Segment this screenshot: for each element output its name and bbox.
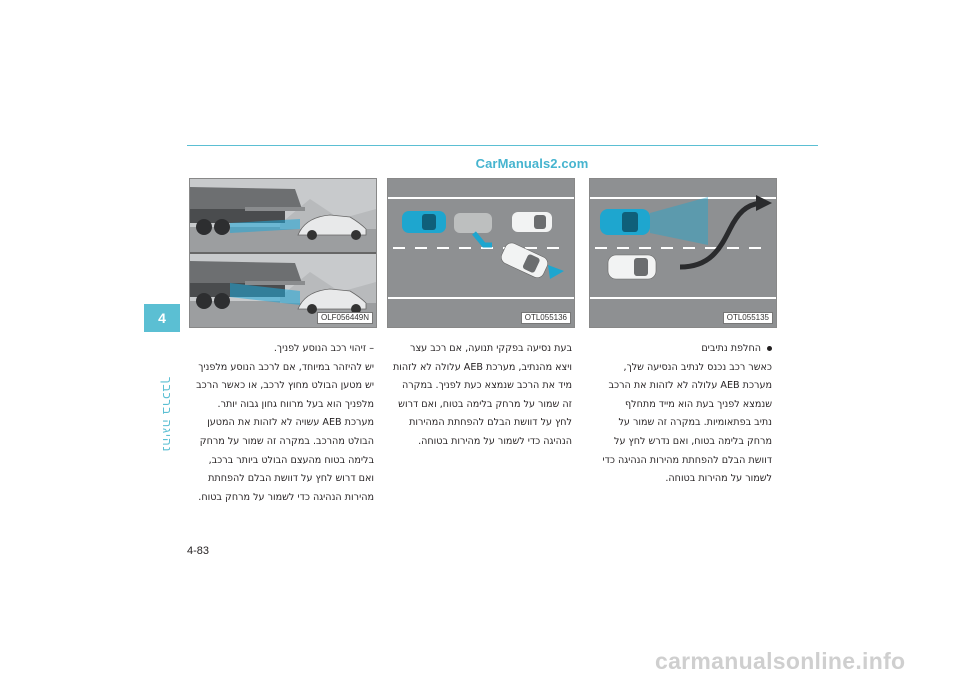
text-line: יש להיזהר במיוחד, אם לרכב הנוסע מלפניך [198, 361, 374, 373]
figure-code: OTL055136 [521, 312, 571, 324]
text-line: בלימה בטוח מהעצם הבולט ביותר ברכב, [208, 454, 374, 466]
figure-cut-in [589, 178, 777, 328]
watermark: CarManuals2.com [475, 156, 589, 171]
text-line: הבולט מהרכב. במקרה זה שמור על מרחק [199, 435, 374, 447]
text-line: ויצא מהנתיב, מערכת AEB עלולה לא לזהות [393, 361, 572, 373]
cut-out-illustration [388, 179, 574, 327]
text-line: ואם דרוש לחץ על דוושת הבלם להפחתת [208, 473, 374, 485]
right-column [592, 340, 772, 489]
text-line: מיד את הרכב שנמצא כעת לפניך. במקרה [401, 380, 572, 392]
bullet-icon [767, 346, 772, 351]
text-line: בעת נסיעה בפקקי תנועה, אם רכב עצר [410, 343, 572, 354]
text-line: כאשר רכב נכנס לנתיב הנסיעה שלך, [623, 361, 772, 373]
figure-code: OLF056449N [317, 312, 373, 324]
chapter-title: נהיגה ברכבך [160, 376, 174, 452]
text-line: מערכת AEB עשויה לא לזהות את המטען [207, 417, 374, 429]
text-line: לשמור על מהירות בטוחה. [665, 473, 772, 485]
text-line: הנהיגה כדי לשמור על מהירות בטוחה. [418, 435, 572, 447]
text-line: מערכת AEB עלולה לא לזהות את הרכב [608, 380, 772, 392]
truck-overhang-illustration [190, 179, 376, 327]
text-line: שנמצא לפניך בעת הוא מייד מתחלף [625, 398, 772, 410]
top-rule [187, 145, 818, 146]
left-column [194, 340, 374, 507]
footer-logo: carmanualsonline.info [655, 648, 906, 674]
chapter-tab: 4 [144, 304, 180, 332]
text-line: לחץ על דוושת הבלם להפחתת המהירות [409, 417, 572, 429]
figure-truck-overhang [189, 178, 377, 328]
section-heading [592, 340, 772, 359]
text-line: יש מטען הבולט מחוץ לרכב, או כאשר הרכב [196, 380, 374, 392]
figure-code: OTL055135 [723, 312, 773, 324]
cut-in-illustration [590, 179, 776, 327]
heading-text: החלפת נתיבים [701, 343, 761, 354]
text-line: דוושת הבלם להפחתת מהירות הנהיגה כדי [602, 454, 772, 466]
page-number: 4-83 [187, 545, 210, 557]
text-line: נתיב בפתאומיות. במקרה זה שמור על [618, 417, 772, 429]
text-line: מהירות הנהיגה כדי לשמור על מרחק בטוח. [198, 491, 374, 503]
text-line: זה שמור על מרחק בלימה בטוח, ואם דרוש [398, 398, 572, 410]
figure-cut-out [387, 178, 575, 328]
text-line: מלפניך הוא בעל מרווח גחון גבוה יותר. [217, 398, 374, 410]
middle-column [392, 340, 572, 452]
text-line: מרחק בלימה בטוח, ואם נדרש לחץ על [614, 435, 772, 447]
text-line: – זיהוי רכב הנוסע לפניך. [273, 343, 374, 354]
